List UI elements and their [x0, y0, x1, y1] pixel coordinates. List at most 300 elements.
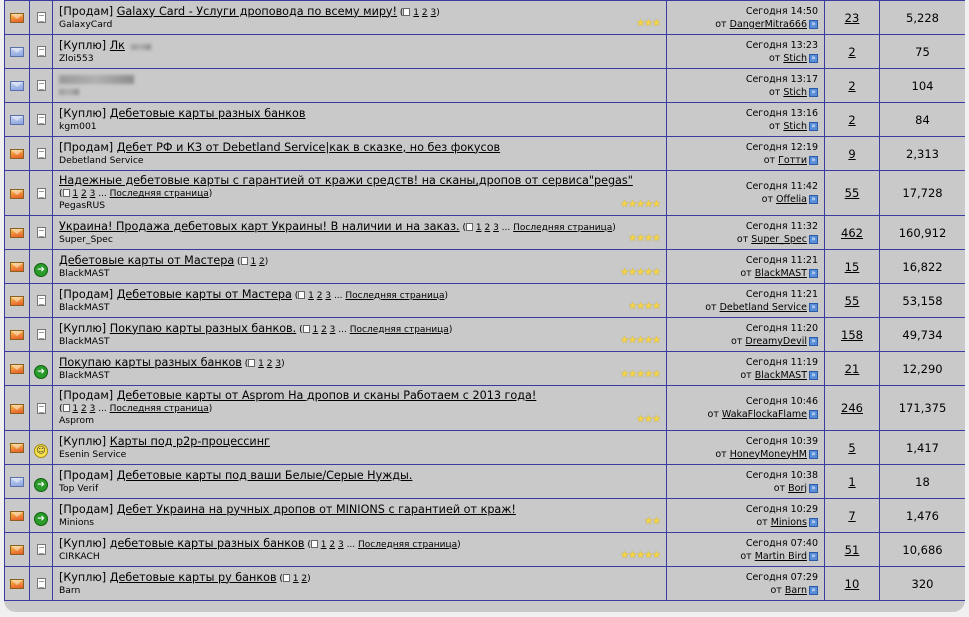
- topic-title-line: [59, 322, 662, 336]
- topic-title-link[interactable]: Надежные дебетовые карты с гарантией от кражи средств! на сканы,дропов от сервиса"pegas": [59, 174, 633, 187]
- last-post-cell: [667, 533, 825, 567]
- topic-author: Top Verif: [59, 482, 99, 494]
- last-post-user-link[interactable]: BlackMAST: [754, 267, 807, 279]
- by-label: от: [756, 516, 768, 528]
- last-post-user-line: [669, 335, 818, 348]
- topic-author: Super_Spec: [59, 233, 113, 245]
- topic-type-cell: [30, 465, 53, 499]
- replies-link[interactable]: 9: [848, 146, 856, 161]
- topic-title-line: [59, 5, 662, 19]
- topic-author: Minions: [59, 516, 95, 528]
- topic-title-link[interactable]: Покупаю карты разных банков.: [109, 321, 297, 335]
- last-post-date: Сегодня 11:19: [745, 356, 818, 368]
- views-cell: [880, 103, 966, 137]
- replies-cell: [825, 567, 880, 601]
- topic-title-link[interactable]: дебетовые карты разных банков: [109, 536, 305, 550]
- page-link-2[interactable]: 2: [421, 7, 428, 18]
- document-icon: [37, 227, 46, 238]
- page-link-3[interactable]: 3: [275, 358, 282, 369]
- last-page-link[interactable]: Последняя страница: [513, 222, 613, 233]
- replies-link[interactable]: 5: [848, 440, 856, 455]
- topic-prefix: [Продам]: [59, 468, 114, 482]
- last-post-user-link[interactable]: DangerMitra666: [729, 18, 807, 30]
- document-icon: [37, 188, 46, 199]
- replies-link[interactable]: 15: [844, 259, 860, 274]
- topic-prefix: [Куплю]: [59, 38, 107, 52]
- topic-title-cell: [53, 69, 667, 103]
- views-count: 49,734: [902, 327, 943, 342]
- goto-last-post-icon[interactable]: »: [809, 122, 818, 131]
- last-post-date: Сегодня 13:23: [745, 39, 818, 51]
- unread-envelope-icon: [10, 296, 24, 306]
- page-link-2[interactable]: 2: [321, 324, 327, 335]
- topic-type-cell: [30, 216, 53, 250]
- goto-last-post-icon[interactable]: »: [809, 235, 818, 244]
- last-page-link[interactable]: Последняя страница: [109, 404, 209, 414]
- views-count: 75: [915, 44, 930, 59]
- by-label: от: [715, 18, 727, 30]
- topic-row: [5, 35, 966, 69]
- last-post-user-link[interactable]: Stich: [783, 52, 807, 64]
- views-count: 1,417: [906, 440, 939, 455]
- last-post-date: Сегодня 11:42: [745, 181, 818, 192]
- topic-title-cell: [53, 171, 667, 216]
- views-cell: [880, 1, 966, 35]
- topic-meta: [59, 155, 662, 167]
- topic-status-cell: [5, 352, 30, 386]
- redacted-author: [59, 89, 79, 95]
- topic-type-cell: [30, 137, 53, 171]
- last-post-user-link[interactable]: WakaFlockaFlame: [721, 409, 807, 420]
- last-post-user-link[interactable]: BlackMAST: [754, 369, 807, 381]
- topic-title-link[interactable]: Покупаю карты разных банков: [59, 355, 242, 369]
- page-link-3[interactable]: 3: [89, 404, 96, 414]
- by-label: от: [705, 301, 717, 313]
- topic-row: [5, 533, 966, 567]
- topic-table: [4, 0, 965, 601]
- goto-last-post-icon[interactable]: »: [809, 54, 818, 63]
- replies-link[interactable]: 2: [848, 78, 856, 93]
- replies-cell: [825, 431, 880, 465]
- topic-type-cell: [30, 1, 53, 35]
- last-post-user-link[interactable]: HoneyMoneyHM: [729, 448, 807, 460]
- last-post-cell: [667, 352, 825, 386]
- last-post-cell: [667, 171, 825, 216]
- topic-title-line: [59, 174, 662, 188]
- last-post-user-line: [669, 233, 818, 246]
- topic-status-cell: [5, 103, 30, 137]
- goto-last-post-icon[interactable]: »: [809, 269, 818, 278]
- page-links: ( 1 2 3 ... Последняя страница): [459, 222, 616, 233]
- page-link-2[interactable]: 2: [329, 539, 336, 550]
- topic-title-cell: [53, 533, 667, 567]
- page-link-2[interactable]: 2: [301, 573, 308, 584]
- topic-author: Debetland Service: [59, 154, 144, 166]
- page-link-1[interactable]: 1: [413, 7, 420, 18]
- topic-author: BlackMAST: [59, 301, 110, 313]
- last-post-user-link[interactable]: Super_Spec: [751, 233, 807, 245]
- page-links: ( 1 2): [276, 573, 311, 584]
- views-count: 10,686: [902, 542, 943, 557]
- last-post-user-link[interactable]: Borj: [788, 482, 807, 494]
- by-label: от: [770, 584, 782, 596]
- page-links: ( 1 2 3): [241, 358, 285, 369]
- views-count: 160,912: [898, 225, 947, 240]
- replies-link[interactable]: 51: [844, 542, 860, 557]
- last-post-date: Сегодня 10:46: [745, 396, 818, 407]
- goto-last-post-icon[interactable]: »: [809, 337, 818, 346]
- page-link-3[interactable]: 3: [337, 539, 344, 550]
- smiley-icon: ☺: [34, 444, 48, 458]
- views-count: 171,375: [898, 401, 947, 415]
- topic-type-cell: [30, 171, 53, 216]
- topic-status-cell: [5, 533, 30, 567]
- last-post-cell: [667, 386, 825, 431]
- last-post-user-line: [669, 193, 818, 206]
- topic-author: Zloi553: [59, 52, 94, 64]
- topic-title-link[interactable]: Дебетовые карты разных банков: [109, 106, 306, 120]
- topic-title-cell: [53, 318, 667, 352]
- page-link-2[interactable]: 2: [484, 222, 491, 233]
- topic-title-line: [59, 435, 662, 449]
- last-post-user-line: [669, 120, 818, 133]
- last-post-user-link[interactable]: Martin Bird: [754, 550, 807, 562]
- topic-title-link[interactable]: Дебетовые карты от Мастера: [59, 253, 235, 267]
- topic-title-line: [59, 39, 662, 53]
- topic-title-line: [59, 469, 662, 483]
- rating-stars: ★★★★★: [620, 549, 660, 561]
- last-post-date: Сегодня 10:39: [745, 435, 818, 447]
- rating-stars: ★★★★: [628, 232, 660, 244]
- topic-status-cell: [5, 386, 30, 431]
- by-label: от: [740, 369, 752, 381]
- page-icon: [248, 359, 255, 367]
- last-post-user-link[interactable]: Debetland Service: [719, 301, 807, 313]
- page-links: ( 1 2): [234, 256, 269, 267]
- topic-type-cell: [30, 250, 53, 284]
- topic-status-cell: [5, 567, 30, 601]
- last-post-date: Сегодня 07:29: [745, 571, 818, 583]
- topic-title-cell: [53, 431, 667, 465]
- topic-type-cell: [30, 103, 53, 137]
- last-post-user-link[interactable]: Barn: [784, 584, 807, 596]
- page-link-3[interactable]: 3: [493, 222, 499, 233]
- page-link-2[interactable]: 2: [81, 404, 87, 414]
- topic-title-cell: [53, 386, 667, 431]
- unread-envelope-icon: [10, 579, 24, 589]
- topic-title-link[interactable]: Дебетовые карты от Мастера: [116, 287, 292, 301]
- topic-meta: [59, 449, 662, 461]
- goto-last-post-icon[interactable]: »: [809, 88, 818, 97]
- replies-link[interactable]: 23: [844, 10, 860, 25]
- goto-last-post-icon[interactable]: »: [809, 552, 818, 561]
- page-link-1[interactable]: 1: [72, 189, 79, 199]
- page-link-1[interactable]: 1: [308, 290, 314, 301]
- topic-title-cell: [53, 284, 667, 318]
- page-link-1[interactable]: 1: [292, 573, 299, 584]
- by-label: от: [730, 335, 743, 347]
- page-links: ( 1 2 3 ... Последняя страница): [59, 404, 213, 414]
- views-cell: [880, 499, 966, 533]
- document-icon: [37, 12, 46, 23]
- last-post-date: Сегодня 14:50: [745, 5, 818, 17]
- views-count: 16,822: [902, 259, 943, 274]
- page-icon: [63, 404, 70, 412]
- topic-status-cell: [5, 216, 30, 250]
- last-page-link[interactable]: Последняя страница: [345, 290, 445, 301]
- views-count: 17,728: [902, 186, 943, 200]
- topic-meta: [59, 19, 662, 31]
- topic-title-link[interactable]: Дебетовые карты от Asprom На дропов и сканы Работаем с 2013 года!: [116, 389, 537, 402]
- page-link-1[interactable]: 1: [475, 222, 482, 233]
- by-label: от: [707, 409, 719, 420]
- last-post-user-link[interactable]: Offelia: [776, 194, 807, 205]
- last-post-cell: [667, 499, 825, 533]
- topic-title-link[interactable]: Galaxy Card - Услуги дроповода по всему миру!: [116, 4, 398, 18]
- topic-title-cell: [53, 103, 667, 137]
- topic-type-cell: [30, 69, 53, 103]
- page-links: ( 1 2 3 ... Последняя страница): [296, 324, 453, 335]
- rating-stars: ★★: [644, 515, 660, 527]
- topic-status-cell: [5, 35, 30, 69]
- goto-last-post-icon[interactable]: »: [809, 450, 818, 459]
- replies-cell: [825, 386, 880, 431]
- goto-last-post-icon[interactable]: »: [809, 410, 818, 419]
- last-post-date: Сегодня 11:32: [745, 220, 818, 232]
- goto-last-post-icon[interactable]: »: [809, 195, 818, 204]
- last-post-cell: [667, 250, 825, 284]
- topic-title-cell: [53, 250, 667, 284]
- replies-link[interactable]: 462: [841, 225, 863, 240]
- page-icon: [466, 223, 473, 231]
- document-icon: [37, 114, 46, 125]
- last-post-user-link[interactable]: Stich: [783, 86, 807, 98]
- topic-title-link[interactable]: Лк: [109, 38, 125, 52]
- topic-meta: [59, 483, 662, 495]
- topic-row: [5, 137, 966, 171]
- goto-last-post-icon[interactable]: »: [809, 20, 818, 29]
- page-links: ( 1 2 3 ... Последняя страница): [304, 539, 461, 550]
- last-post-date: Сегодня 11:21: [745, 288, 818, 300]
- last-page-link[interactable]: Последняя страница: [109, 189, 209, 199]
- topic-status-cell: [5, 137, 30, 171]
- topic-title-cell: [53, 35, 667, 69]
- topic-row: [5, 465, 966, 499]
- topic-meta: [59, 302, 662, 314]
- replies-cell: [825, 216, 880, 250]
- topic-prefix: [Продам]: [59, 4, 114, 18]
- last-post-date: Сегодня 10:29: [745, 503, 818, 515]
- views-cell: [880, 137, 966, 171]
- replies-link[interactable]: 2: [848, 44, 856, 59]
- last-post-cell: [667, 69, 825, 103]
- replies-link[interactable]: 7: [848, 508, 856, 523]
- goto-last-post-icon[interactable]: »: [809, 484, 818, 493]
- topic-meta: [59, 87, 662, 99]
- views-cell: [880, 250, 966, 284]
- topic-author: kgm001: [59, 120, 97, 132]
- page-icon: [303, 325, 310, 333]
- views-cell: [880, 386, 966, 431]
- goto-last-post-icon[interactable]: »: [809, 586, 818, 595]
- last-post-cell: [667, 431, 825, 465]
- views-count: 12,290: [902, 361, 943, 376]
- topic-row: [5, 499, 966, 533]
- views-cell: [880, 465, 966, 499]
- last-post-user-line: [669, 267, 818, 280]
- read-envelope-icon: [10, 81, 24, 91]
- replies-link[interactable]: 55: [844, 186, 860, 200]
- page-link-1[interactable]: 1: [258, 358, 264, 369]
- page-icon: [298, 291, 305, 299]
- unread-envelope-icon: [10, 545, 24, 555]
- topic-title-cell: [53, 352, 667, 386]
- last-post-user-link[interactable]: DreamyDevil: [745, 335, 807, 347]
- last-post-date: Сегодня 12:19: [745, 141, 818, 153]
- last-post-cell: [667, 137, 825, 171]
- topic-status-cell: [5, 431, 30, 465]
- topic-type-cell: [30, 35, 53, 69]
- page-link-1[interactable]: 1: [320, 539, 327, 550]
- topic-prefix: [Куплю]: [59, 321, 107, 335]
- green-arrow-icon: ➔: [34, 512, 48, 526]
- topic-status-cell: [5, 465, 30, 499]
- last-post-user-line: [669, 86, 818, 99]
- rating-stars: ★★★★★: [620, 266, 660, 278]
- replies-cell: [825, 284, 880, 318]
- views-cell: [880, 533, 966, 567]
- read-envelope-icon: [10, 477, 24, 487]
- page-link-2[interactable]: 2: [266, 358, 273, 369]
- by-label: от: [736, 233, 749, 245]
- topic-row: [5, 567, 966, 601]
- topic-title-link[interactable]: Дебет Украина на ручных дропов от MINIONS с гарантией от краж!: [116, 502, 516, 516]
- topic-type-cell: [30, 533, 53, 567]
- rating-stars: ★★★★★: [620, 368, 660, 380]
- page-icon: [241, 257, 248, 265]
- page-link-2[interactable]: 2: [316, 290, 323, 301]
- topic-title-line: [59, 389, 662, 403]
- last-post-cell: [667, 465, 825, 499]
- topic-title-link[interactable]: Карты под p2p-процессинг: [109, 434, 270, 448]
- topic-author: CIRKACH: [59, 550, 100, 562]
- views-cell: [880, 35, 966, 69]
- last-page-link[interactable]: Последняя страница: [358, 539, 458, 550]
- topic-author: BlackMAST: [59, 369, 110, 381]
- replies-link[interactable]: 2: [848, 112, 856, 127]
- replies-cell: [825, 533, 880, 567]
- page-link-2[interactable]: 2: [81, 189, 87, 199]
- last-page-link[interactable]: Последняя страница: [349, 324, 449, 335]
- page-link-2[interactable]: 2: [259, 256, 265, 267]
- page-link-3[interactable]: 3: [89, 189, 96, 199]
- topic-title-link[interactable]: Дебетовые карты ру банков: [109, 570, 277, 584]
- topic-type-cell: [30, 567, 53, 601]
- topic-author: PegasRUS: [59, 200, 106, 211]
- topic-type-cell: [30, 318, 53, 352]
- replies-link[interactable]: 10: [844, 576, 860, 591]
- topic-row: [5, 431, 966, 465]
- by-label: от: [768, 52, 781, 64]
- topic-title-cell: [53, 216, 667, 250]
- views-count: 53,158: [902, 293, 943, 308]
- replies-cell: [825, 137, 880, 171]
- last-post-user-line: [669, 369, 818, 382]
- topic-prefix: [Куплю]: [59, 106, 107, 120]
- redacted-text: [131, 44, 151, 50]
- replies-link[interactable]: 1: [848, 474, 856, 489]
- topic-row: [5, 216, 966, 250]
- goto-last-post-icon[interactable]: »: [809, 371, 818, 380]
- replies-link[interactable]: 55: [844, 293, 860, 308]
- topic-title-line: [59, 141, 662, 155]
- views-cell: [880, 171, 966, 216]
- page-link-3[interactable]: 3: [430, 7, 437, 18]
- last-post-user-line: [669, 408, 818, 421]
- last-post-user-link[interactable]: Stich: [783, 120, 807, 132]
- views-count: 1,476: [906, 508, 939, 523]
- topic-title-link[interactable]: Дебетовые карты под ваши Белые/Серые Нужды.: [116, 468, 413, 482]
- rating-stars: ★★★★: [628, 300, 660, 312]
- green-arrow-icon: ➔: [34, 365, 48, 379]
- page-link-3[interactable]: 3: [329, 324, 336, 335]
- views-cell: [880, 352, 966, 386]
- last-post-user-link[interactable]: Готти: [778, 154, 807, 166]
- topic-prefix: [Куплю]: [59, 434, 107, 448]
- green-arrow-icon: ➔: [34, 263, 48, 277]
- views-cell: [880, 567, 966, 601]
- page-link-1[interactable]: 1: [312, 324, 319, 335]
- topic-title-cell: [53, 567, 667, 601]
- by-label: от: [740, 550, 752, 562]
- topic-title-link[interactable]: Украина! Продажа дебетовых карт Украины! В наличии и на заказ.: [59, 219, 460, 233]
- topic-type-cell: [30, 284, 53, 318]
- topic-author: GalaxyCard: [59, 18, 113, 30]
- topic-type-cell: [30, 499, 53, 533]
- topic-title-link[interactable]: Дебет РФ и КЗ от Debetland Service|как в сказке, но без фокусов: [116, 140, 501, 154]
- last-post-user-link[interactable]: Minions: [770, 516, 807, 528]
- page-links: ( 1 2 3 ... Последняя страница): [291, 290, 449, 301]
- topic-title-cell: [53, 137, 667, 171]
- goto-last-post-icon[interactable]: »: [809, 156, 818, 165]
- page-link-1[interactable]: 1: [72, 404, 79, 414]
- topic-title-line: [59, 503, 662, 517]
- topic-title-line: [59, 73, 662, 87]
- topic-row: [5, 386, 966, 431]
- replies-link[interactable]: 21: [844, 361, 860, 376]
- goto-last-post-icon[interactable]: »: [809, 303, 818, 312]
- document-icon: [37, 46, 46, 57]
- replies-link[interactable]: 158: [841, 327, 863, 342]
- replies-cell: [825, 465, 880, 499]
- topic-meta: [59, 585, 662, 597]
- by-label: от: [761, 194, 773, 205]
- replies-link[interactable]: 246: [841, 401, 863, 415]
- page-link-3[interactable]: 3: [325, 290, 332, 301]
- page-link-1[interactable]: 1: [250, 256, 257, 267]
- last-post-cell: [667, 35, 825, 69]
- views-cell: [880, 69, 966, 103]
- topic-row: [5, 284, 966, 318]
- topic-status-cell: [5, 499, 30, 533]
- goto-last-post-icon[interactable]: »: [809, 518, 818, 527]
- topic-title-line: [59, 254, 662, 268]
- by-label: от: [768, 120, 781, 132]
- topic-title-line: [59, 537, 662, 551]
- topic-type-cell: [30, 352, 53, 386]
- document-icon: [37, 544, 46, 555]
- topic-row: [5, 318, 966, 352]
